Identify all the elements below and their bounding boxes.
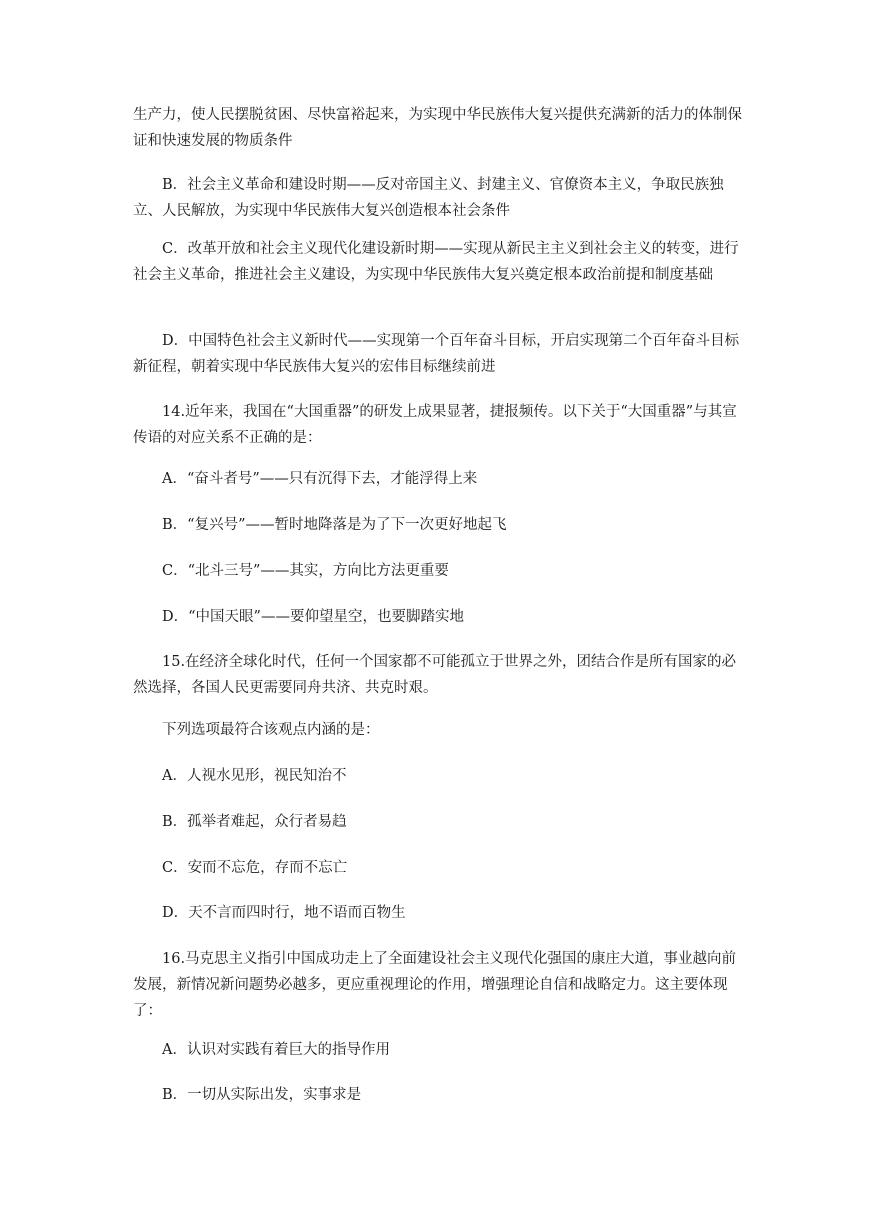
q14-option-b: B．“复兴号”——暂时地降落是为了下一次更好地起飞	[162, 517, 507, 533]
q14-option-a: A．“奋斗者号”——只有沉得下去，才能浮得上来	[162, 471, 478, 487]
q13-option-b: B．社会主义革命和建设时期——反对帝国主义、封建主义、官僚资本主义，争取民族独立、人民解放，为实现中华民族伟大复兴创造根本社会条件	[133, 177, 724, 219]
q15-option-b: B．孤举者难起，众行者易趋	[162, 814, 347, 830]
q15-option-d: D．天不言而四时行，地不语而百物生	[162, 905, 406, 921]
q16-option-a: A．认识对实践有着巨大的指导作用	[162, 1042, 390, 1058]
question-15-prompt: 下列选项最符合该观点内涵的是：	[162, 722, 380, 738]
q14-option-d: D．“中国天眼”——要仰望星空，也要脚踏实地	[162, 609, 464, 625]
question-16: 16.马克思主义指引中国成功走上了全面建设社会主义现代化强国的康庄大道，事业越向前发展，新情况新问题势必越多，更应重视理论的作用，增强理论自信和战略定力。这主要体现了：	[133, 951, 737, 1019]
q15-option-c: C．安而不忘危，存而不忘亡	[162, 860, 348, 876]
q15-option-a: A．人视水见形，视民知治不	[162, 768, 347, 784]
q16-option-b: B．一切从实际出发，实事求是	[162, 1087, 362, 1103]
question-14: 14.近年来，我国在“大国重器”的研发上成果显著，捷报频传。以下关于“大国重器”与其宣传语的对应关系不正确的是：	[133, 404, 737, 446]
question-15: 15.在经济全球化时代，任何一个国家都不可能孤立于世界之外，团结合作是所有国家的必然选择，各国人民更需要同舟共济、共克时艰。	[133, 654, 737, 696]
q14-option-c: C．“北斗三号”——其实，方向比方法更重要	[162, 563, 449, 579]
q13-option-c: C．改革开放和社会主义现代化建设新时期——实现从新民主主义到社会主义的转变，进行社会主义革命，推进社会主义建设，为实现中华民族伟大复兴奠定根本政治前提和制度基础	[133, 241, 739, 283]
q13-option-d: D．中国特色社会主义新时代——实现第一个百年奋斗目标，开启实现第二个百年奋斗目标新征程，朝着实现中华民族伟大复兴的宏伟目标继续前进	[133, 333, 740, 375]
paragraph-continuation: 生产力，使人民摆脱贫困、尽快富裕起来，为实现中华民族伟大复兴提供充满新的活力的体制保证和快速发展的物质条件	[133, 107, 742, 149]
